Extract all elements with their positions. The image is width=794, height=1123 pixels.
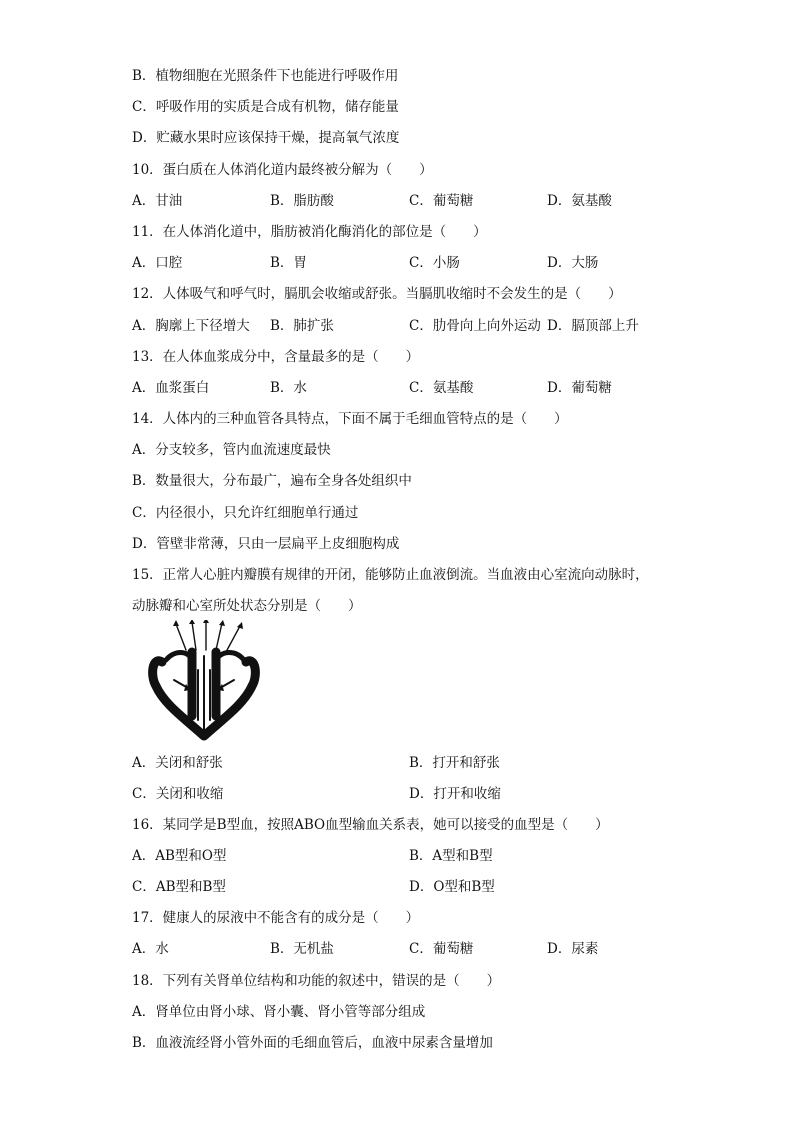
q17-options [132, 940, 692, 958]
q17-option-c: C．葡萄糖 [409, 941, 474, 957]
q16-stem: 16．某同学是B型血，按照ABO血型输血关系表，她可以接受的血型是（ ） [132, 817, 609, 833]
q17-option-b: B．无机盐 [270, 941, 334, 957]
q9-option-b: B．植物细胞在光照条件下也能进行呼吸作用 [132, 68, 399, 84]
heart-valve-diagram [144, 620, 266, 742]
q16-option-b: B．A型和B型 [409, 848, 493, 864]
q18-stem: 18．下列有关肾单位结构和功能的叙述中，错误的是（ ） [132, 973, 501, 989]
q15-options-row2 [132, 785, 692, 803]
q10-option-b: B．脂肪酸 [270, 193, 334, 209]
q15-option-d: D．打开和收缩 [409, 786, 501, 802]
q17-option-a: A．水 [132, 941, 169, 957]
q10-options [132, 192, 692, 210]
q9-option-c: C．呼吸作用的实质是合成有机物，储存能量 [132, 99, 399, 115]
q11-option-c: C．小肠 [409, 255, 460, 271]
q15-option-a: A．关闭和舒张 [132, 755, 223, 771]
q14-option-a: A．分支较多，管内血流速度最快 [132, 442, 331, 458]
q11-stem: 11．在人体消化道中，脂肪被消化酶消化的部位是（ ） [132, 224, 487, 240]
q10-stem: 10．蛋白质在人体消化道内最终被分解为（ ） [132, 162, 433, 178]
q15-stem-line2: 动脉瓣和心室所处状态分别是（ ） [132, 598, 362, 614]
q16-option-c: C．AB型和B型 [132, 879, 226, 895]
q12-option-c: C．肋骨向上向外运动 [409, 318, 541, 334]
q12-option-d: D．膈顶部上升 [547, 318, 639, 334]
q11-option-b: B．胃 [270, 255, 307, 271]
q13-option-d: D．葡萄糖 [547, 380, 612, 396]
q16-options-row1 [132, 847, 692, 865]
q11-options [132, 254, 692, 272]
heart-diagram-image [144, 620, 266, 742]
q15-option-b: B．打开和舒张 [409, 755, 500, 771]
q14-option-c: C．内径很小，只允许红细胞单行通过 [132, 505, 359, 521]
q16-options-row2 [132, 878, 692, 896]
q11-option-d: D．大肠 [547, 255, 599, 271]
q12-option-b: B．肺扩张 [270, 318, 334, 334]
q10-option-d: D．氨基酸 [547, 193, 612, 209]
q10-option-c: C．葡萄糖 [409, 193, 474, 209]
q18-option-a: A．肾单位由肾小球、肾小囊、肾小管等部分组成 [132, 1004, 426, 1020]
q13-stem: 13．在人体血浆成分中，含量最多的是（ ） [132, 349, 420, 365]
q17-option-d: D．尿素 [547, 941, 599, 957]
q9-option-d: D．贮藏水果时应该保持干燥，提高氧气浓度 [132, 130, 400, 146]
q12-option-a: A．胸廓上下径增大 [132, 318, 250, 334]
q15-stem-line1: 15．正常人心脏内瓣膜有规律的开闭，能够防止血液倒流。当血液由心室流向动脉时， [132, 567, 649, 583]
q12-stem: 12．人体吸气和呼气时，膈肌会收缩或舒张。当膈肌收缩时不会发生的是（ ） [132, 286, 622, 302]
q13-option-c: C．氨基酸 [409, 380, 474, 396]
q15-options-row1 [132, 754, 692, 772]
q11-option-a: A．口腔 [132, 255, 183, 271]
q12-options [132, 317, 692, 335]
q16-option-d: D．O型和B型 [409, 879, 495, 895]
q16-option-a: A．AB型和O型 [132, 848, 227, 864]
q10-option-a: A．甘油 [132, 193, 183, 209]
q13-option-a: A．血浆蛋白 [132, 380, 210, 396]
q17-stem: 17．健康人的尿液中不能含有的成分是（ ） [132, 910, 420, 926]
q13-options [132, 379, 692, 397]
q18-option-b: B．血液流经肾小管外面的毛细血管后，血液中尿素含量增加 [132, 1035, 493, 1051]
q14-option-d: D．管壁非常薄，只由一层扁平上皮细胞构成 [132, 536, 400, 552]
q15-option-c: C．关闭和收缩 [132, 786, 224, 802]
q14-option-b: B．数量很大，分布最广，遍布全身各处组织中 [132, 473, 412, 489]
q13-option-b: B．水 [270, 380, 307, 396]
q14-stem: 14．人体内的三种血管各具特点，下面不属于毛细血管特点的是（ ） [132, 411, 568, 427]
